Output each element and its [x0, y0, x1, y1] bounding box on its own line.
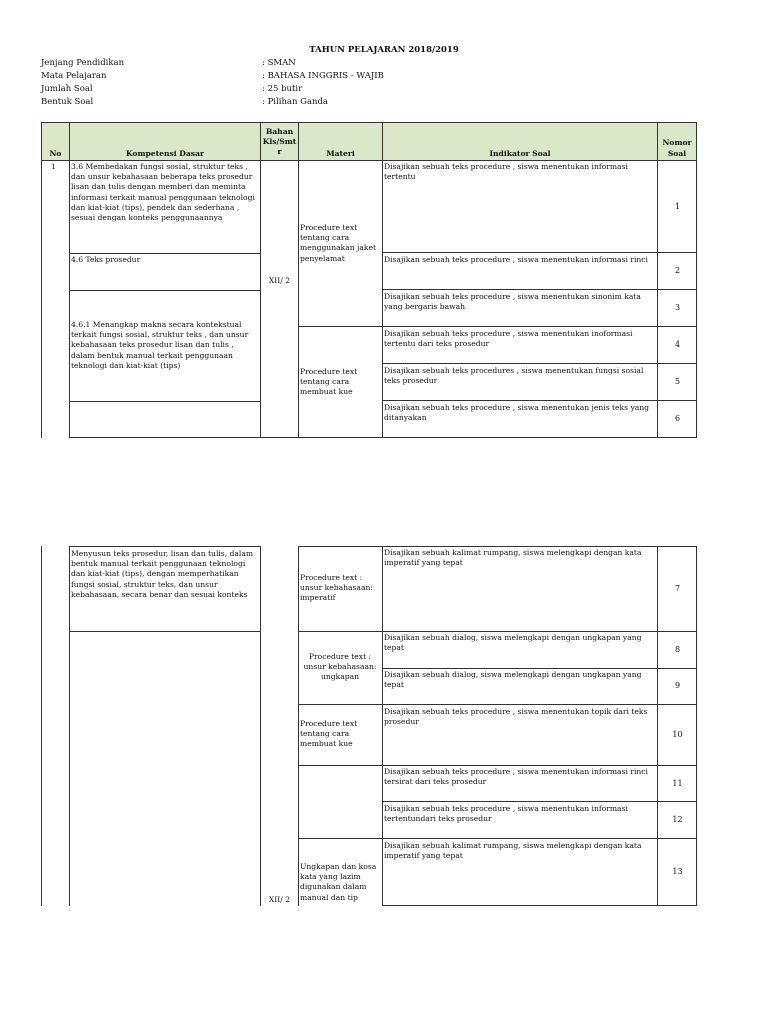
grid-line [260, 546, 261, 906]
grid-line [382, 252, 697, 253]
nomor-soal: 5 [674, 377, 681, 386]
nomor-soal: 1 [674, 202, 681, 211]
meta-label: Jumlah Soal [41, 84, 93, 94]
header-bahan-kls-smtr: Bahan Kls/Smt r [260, 122, 299, 161]
indikator-text: Disajikan sebuah teks procedure , siswa menentukan sinonim kata yang bergaris bawah [384, 292, 641, 312]
materi-text: Ungkapan dan kosa kata yang lazim digunakan dalam manual dan tip [300, 862, 377, 902]
meta-label: Bentuk Soal [41, 97, 94, 107]
grid-line [298, 838, 697, 839]
nomor-soal: 7 [674, 584, 681, 593]
grid-line [298, 704, 697, 705]
header-materi: Materi [298, 122, 383, 161]
meta-label: Mata Pelajaran [41, 71, 107, 81]
nomor-soal: 3 [674, 303, 681, 312]
grid-line [382, 668, 697, 669]
grid-line [696, 546, 697, 906]
kd-text: 4.6 Teks prosedur [71, 255, 141, 264]
nomor-soal: 4 [674, 340, 681, 349]
nomor-soal: 9 [674, 681, 681, 690]
grid-line [41, 546, 42, 906]
grid-line [298, 631, 697, 632]
grid-line [69, 546, 261, 547]
grid-line [382, 160, 383, 438]
grid-line [69, 253, 261, 254]
materi-text: Procedure text tentang cara membuat kue [300, 367, 358, 397]
indikator-text: Disajikan sebuah teks procedure , siswa menentukan jenis teks yang ditanyakan [384, 403, 650, 423]
indikator-text: Disajikan sebuah teks procedure , siswa menentukan informasi tertentu [384, 162, 628, 182]
indikator-text: Disajikan sebuah dialog, siswa melengkapi dengan ungkapan yang tepat [384, 670, 642, 690]
grid-line [41, 160, 42, 438]
kd-text: 3.6 Membedakan fungsi sosial, struktur teks , dan unsur kebahasaan beberapa teks prosedur lisan dan tulis dengan memberi dan meminta informasi terkait manual penggunaan teknologi dan kiat-kiat (tips), pendek dan sederhana , sesuai dengan konteks penggunaannya [71, 162, 255, 223]
grid-line [69, 631, 261, 632]
indikator-text: Disajikan sebuah teks procedure , siswa menentukan inoformasi tertentu dari teks prosedur [384, 329, 633, 349]
header-kompetensi-dasar: Kompetensi Dasar [69, 122, 261, 161]
nomor-soal: 10 [672, 730, 683, 739]
indikator-text: Disajikan sebuah teks procedure , siswa menentukan informasi rinci [384, 255, 648, 264]
indikator-text: Disajikan sebuah teks procedure , siswa menentukan informasi tertentundari teks prosedur [384, 804, 628, 824]
indikator-text: Disajikan sebuah teks procedures , siswa menentukan fungsi sosial teks prosedur [384, 366, 644, 386]
grid-line [69, 437, 697, 438]
grid-line [298, 160, 299, 438]
grid-line [69, 401, 261, 402]
grid-line [69, 160, 70, 438]
indikator-text: Disajikan sebuah teks procedure , siswa menentukan informasi rinci tersirat dari teks prosedur [384, 767, 648, 787]
kd-text: 4.6.1 Menangkap makna secara kontekstual terkait fungsi sosial, struktur teks , dan unsur kebahasaan teks prosedur lisan dan tulis , dalam bentuk manual terkait penggunaan teknologi dan kiat-kiat (tips) [71, 320, 249, 370]
grid-line [382, 400, 697, 401]
indikator-text: Disajikan sebuah kalimat rumpang, siswa melengkapi dengan kata imperatif yang tepat [384, 548, 642, 568]
grid-line [298, 546, 697, 547]
meta-value: : 25 butir [262, 84, 303, 94]
grid-line [298, 765, 697, 766]
nomor-soal: 12 [672, 815, 683, 824]
materi-text: Procedure text : unsur kebahasaan: ungkapan [303, 652, 377, 682]
bahan-kls-smtr: XII/ 2 [268, 276, 291, 285]
meta-value: : Pilihan Ganda [262, 97, 328, 107]
materi-text: Procedure text tentang cara membuat kue [300, 719, 358, 749]
nomor-soal: 8 [674, 645, 681, 654]
document-title: TAHUN PELAJARAN 2018/2019 [309, 45, 459, 55]
meta-label: Jenjang Pendidikan [41, 58, 125, 68]
grid-line [69, 290, 261, 291]
meta-value: : BAHASA INGGRIS - WAJIB [262, 71, 384, 81]
materi-text: Procedure text tentang cara menggunakan jaket penyelamat [300, 223, 377, 263]
grid-line [69, 546, 70, 906]
grid-line [382, 905, 697, 906]
grid-line [382, 289, 697, 290]
row-number: 1 [51, 162, 56, 171]
kd-text: Menyusun teks prosedur, lisan dan tulis, dalam bentuk manual terkait penggunaan teknologi dan kiat-kiat (tips), dengan memperhatikan fungsi sosial, struktur teks, dan unsur kebahasaan, secara benar dan sesuai konteks [71, 549, 254, 599]
nomor-soal: 11 [672, 779, 683, 788]
grid-line [298, 326, 697, 327]
header-nomor-soal: Nomor Soal [657, 122, 697, 161]
grid-line [298, 546, 299, 906]
nomor-soal: 13 [672, 867, 683, 876]
grid-line [260, 160, 261, 438]
indikator-text: Disajikan sebuah kalimat rumpang, siswa melengkapi dengan kata imperatif yang tepat [384, 841, 642, 861]
materi-text: Procedure text : unsur kebahasaan: imperatif [300, 573, 373, 603]
grid-line [657, 546, 658, 906]
grid-line [382, 801, 697, 802]
nomor-soal: 6 [674, 414, 681, 423]
grid-line [382, 363, 697, 364]
header-no: No [41, 122, 70, 161]
indikator-text: Disajikan sebuah teks procedure , siswa menentukan topik dari teks prosedur [384, 707, 648, 727]
indikator-text: Disajikan sebuah dialog, siswa melengkapi dengan ungkapan yang tepat [384, 633, 642, 653]
header-indikator-soal: Indikator Soal [382, 122, 658, 161]
meta-value: : SMAN [262, 58, 296, 68]
nomor-soal: 2 [674, 266, 681, 275]
bahan-kls-smtr: XII/ 2 [268, 895, 291, 904]
grid-line [382, 546, 383, 906]
